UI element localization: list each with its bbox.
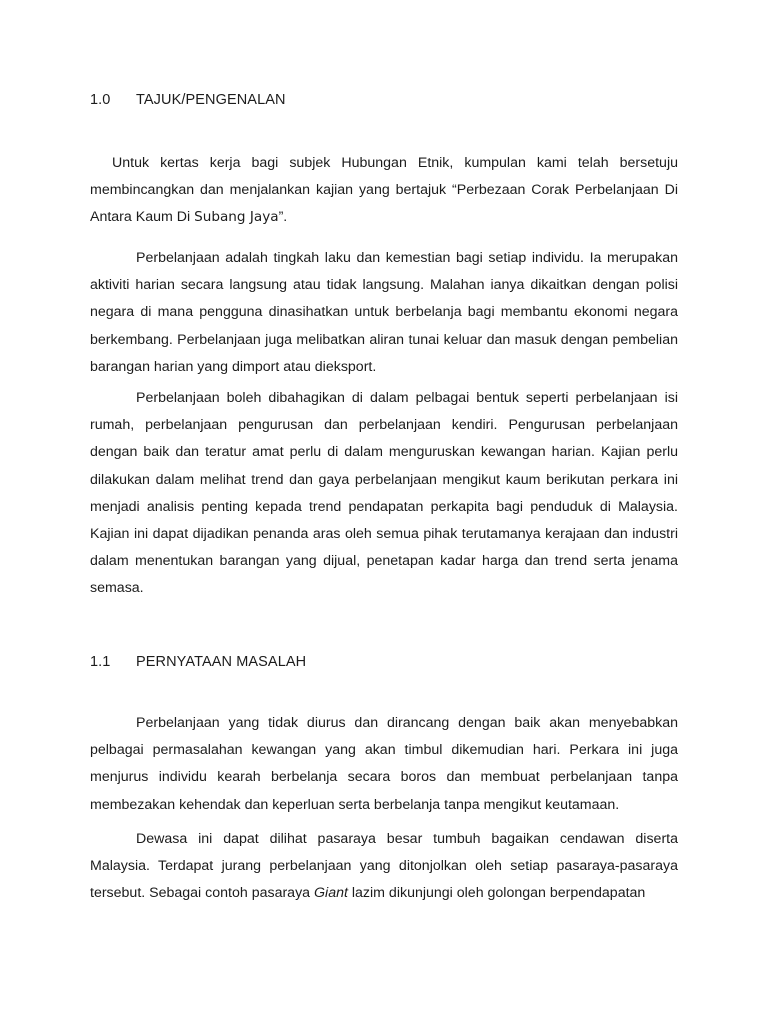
intro-paragraph-2: Perbelanjaan adalah tingkah laku dan kemestian bagi setiap individu. Ia merupakan aktiviti harian secara langsung atau tidak langsung. Malahan ianya dikaitkan dengan polisi negara di mana pengguna dinasihatkan untuk berbelanja bagi membantu ekonomi negara berkembang. Perbelanjaan juga melibatkan aliran tunai keluar dan masuk dengan pembelian barangan harian yang dimport atau dieksport.	[90, 250, 678, 375]
section-title: PERNYATAAN MASALAH	[136, 654, 307, 670]
section-title: TAJUK/PENGENALAN	[136, 92, 286, 108]
intro-paragraph-3: Perbelanjaan boleh dibahagikan di dalam pelbagai bentuk seperti perbelanjaan isi rumah, perbelanjaan pengurusan dan perbelanjaan kendiri. Pengurusan perbelanjaan dengan baik dan teratur amat perlu di dalam menguruskan kewangan harian. Kajian perlu dilakukan dalam melihat trend dan gaya perbelanjaan mengikut kaum berikutan perkara ini menjadi analisis penting kepada trend pendapatan perkapita bagi penduduk di Malaysia. Kajian ini dapat dijadikan penanda aras oleh semua pihak terutamanya kerajaan dan industri dalam menentukan barangan yang dijual, penetapan kadar harga dan trend serta jenama semasa.	[90, 390, 678, 597]
intro-paragraph-1	[90, 150, 678, 232]
section-heading-intro	[90, 92, 286, 108]
problem-paragraph-2	[90, 826, 678, 908]
store-name: Giant	[314, 885, 348, 902]
section-number: 1.1	[90, 654, 111, 670]
problem-paragraph-2-end: lazim dikunjungi oleh golongan berpendapatan	[347, 885, 646, 902]
problem-paragraph-2-text: Dewasa ini dapat dilihat pasaraya besar tumbuh bagaikan cendawan diserta Malaysia. Terdapat jurang perbelanjaan yang ditonjolkan oleh setiap pasaraya-pasaraya tersebut. Sebagai contoh pasaraya	[90, 831, 678, 902]
problem-paragraph-1: Perbelanjaan yang tidak diurus dan dirancang dengan baik akan menyebabkan pelbagai permasalahan kewangan yang akan timbul dikemudian hari. Perkara ini juga menjurus individu kearah berbelanja secara boros dan membuat perbelanjaan tanpa membezakan kehendak dan keperluan serta berbelanja tanpa mengikut keutamaan.	[90, 715, 678, 813]
section-heading-problem	[90, 654, 306, 670]
section-number: 1.0	[90, 92, 111, 108]
intro-paragraph-1-text: Untuk kertas kerja bagi subjek Hubungan Etnik, kumpulan kami telah bersetuju membincangkan dan menjalankan kajian yang bertajuk “Perbezaan Corak Perbelanjaan Di Antara Kaum Di	[90, 155, 678, 226]
place-name: Subang Jaya	[194, 209, 279, 226]
intro-paragraph-1-end: ”.	[278, 209, 288, 226]
